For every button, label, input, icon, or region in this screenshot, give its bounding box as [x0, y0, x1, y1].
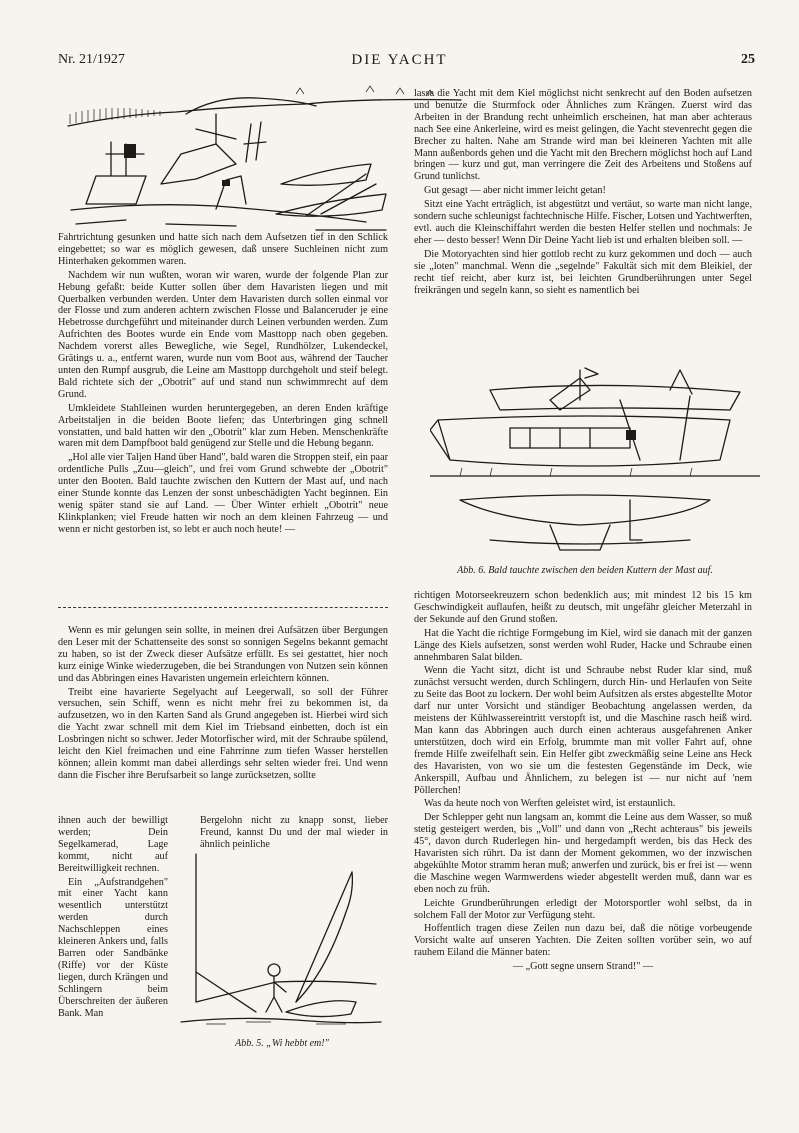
figure-5-caption: Abb. 5. „Wi hebbt em!" [235, 1038, 329, 1049]
issue-number: Nr. 21/1927 [58, 52, 125, 67]
closing-line: — „Gott segne unsern Strand!" — [512, 961, 654, 973]
paragraph: Fahrtrichtung gesunken und hatte sich nach dem Aufsetzen tief in den Schlick eingebettet; so war es möglich gewesen, daß unsere Suchleinen nicht zum Hinterhaken gekommen waren. [58, 232, 388, 267]
left-mid-text [200, 815, 388, 853]
paragraph: Wenn die Yacht sitzt, dicht ist und Schraube nebst Ruder klar sind, muß zunächst versucht werden, durch Schlingern, durch Hin- und Herlaufen von Seite zu Seite das Boot zu lockern. Der wohl beim Aufsitzen als erstes abgestellte Motor darf nur unter Vorsicht und ständiger Beobachtung angelassen werden, da meistens der Kühlwassereintritt verstopft ist, und die Maschine rasch heiß wird. Man kann das Abbringen auch durch einen achteraus ausgefahrenen Anker unterstützen, doch wird ein Erfolg, brummte man mit voller Fahrt auf, ohne fremde Hilfe zweifelhaft sein. Ein Helfer gibt zweckmäßig seine Leine ans Heck des Havaristen, von wo sie um die festesten Gegenstände im Deck, wie Ankerspill, Aufbau und Ähnlichem, zu belegen ist — nur nicht auf 'nem Pöllerchen! [414, 665, 752, 796]
left-narrow-text [58, 815, 168, 1021]
right-top-text [414, 88, 752, 298]
paragraph: Umkleidete Stahlleinen wurden heruntergegeben, an deren Enden kräftige Arbeitstaljen in die beiden Boote liefen; das Unterbringen ging schnell vonstatten, und bald hatten wir den „Obotrit" klar zum Heben. Menschenkräfte waren mit dem Dampfboot bald genügend zur Stelle und die Hebung begann. [58, 402, 388, 450]
paragraph: Nachdem wir nun wußten, woran wir waren, wurde der folgende Plan zur Hebung gefaßt: beide Kutter sollen über dem Havaristen liegen und mit Querbalken verbunden werden. Unter dem Havaristen durch sollen einmal vor der Flosse und zum anderen achtern zwischen Flosse und Balanceruder je eine Hebetrosse durchgeführt und miteinander durch Leinen verbunden werden. Zum Aufrichten des Bootes wurde ein Ende vom Masttopp nach oben gegeben. Nachdem vorerst alles Bewegliche, wie Segel, Rundhölzer, Lukendeckel, Grätings u. a., entfernt waren, wurde nun vom Boot aus, während der Taucher unten den Rumpf ausgrub, die Leine am Masttopp durchgeholt und steif belegt. Bald richtete sich der „Obotrit" auf und stand nun schwimmrecht auf dem Grund. [58, 269, 388, 400]
section-divider [58, 607, 388, 608]
figure-6-sketch [430, 360, 760, 558]
paragraph: „Hol alle vier Taljen Hand über Hand", bald waren die Stroppen steif, ein paar ordentliche Pulls „Zuu—gleich", und frei vom Grund schwebte der „Obotrit" unter den Booten. Bald tauchte zwischen den Kuttern der Mast auf, und nach einer Stunde konnte das Lenzen der sonst unbeschädigten Yacht beginnen. Ein wenig später stand sie auf Land. — Über Winter erhielt „Obotrit" neue Klinkplanken; viel Freude hatten wir noch an dem kleinen Fahrzeug — und wenn er nicht gestorben ist, so lebt er auch noch heute! — [58, 452, 388, 535]
harbour-sketch [66, 84, 464, 234]
figure-5-sketch [176, 852, 388, 1030]
paragraph: ihnen auch der bewilligt werden; Dein Segelkamerad, Lage kommt, nicht auf Bereitwilligkeit rechnen. [58, 815, 168, 874]
paragraph: richtigen Motorseekreuzern schon bedenklich aus; mit mindest 12 bis 15 km Geschwindigkeit auflaufen, heißt zu deutsch, mit ungefähr gleicher Meterzahl in der Sekunde auf den Grund stoßen. [414, 590, 752, 625]
paragraph: Leichte Grundberührungen erledigt der Motorsportler wohl selbst, da in solchem Fall der Motor zur Verfügung steht. [414, 897, 752, 921]
right-bottom-text [414, 590, 752, 975]
paragraph: Wenn es mir gelungen sein sollte, in meinen drei Aufsätzen über Bergungen den Leser mit der Schattenseite des sonst so sonnigen Segelns bekannt gemacht zu haben, so ist der Zweck dieser Aufsätze erfüllt. Es sei gestattet, hier noch kurz einige Winke wiederzugeben, die bei Strandungen von Nutzen sein können und das Abbringen eines Havaristen ungemein erleichtern können. [58, 625, 388, 684]
paragraph: Was da heute noch von Werften geleistet wird, ist erstaunlich. [424, 798, 676, 810]
magazine-title: DIE YACHT [351, 52, 448, 68]
paragraph: Ein „Aufstrandgehen" mit einer Yacht kann wesentlich unterstützt werden durch Nachschleppen eines kleineren Ankers und, falls Barren oder Sandbänke (Riffe) vor der Küste liegen, durch Krängen und Schlingern beim Überschreiten der äußeren Bank. Man [58, 876, 168, 1019]
paragraph: Hoffentlich tragen diese Zeilen nun dazu bei, daß die nötige vorbeugende Vorsicht walte auf unseren Yachten. Die Zeiten sollten vorüber sein, wo auf rauhem Eiland die Männer baten: [414, 923, 752, 959]
paragraph: Gut gesagt — aber nicht immer leicht getan! [424, 185, 606, 197]
paragraph: Der Schlepper geht nun langsam an, kommt die Leine aus dem Wasser, so muß stetig gesteigert werden, bis „Voll" und dann von „Recht achteraus" bis jeweils 45°, davon durch Ruderlegen hin- und hergedampft werden, bis das Heck des Havaristen sich rührt. Da ist dann der Moment gekommen, wo der inzwischen abgekühlte Motor stramm heran muß; anwerfen und zurück, bis er frei ist — wenn die Maschine wegen Warmwerdens wieder abgestellt werden muß, dann war es eben noch zu früh. [414, 812, 752, 895]
figure-6-caption: Abb. 6. Bald tauchte zwischen den beiden Kuttern der Mast auf. [457, 565, 713, 576]
left-top-text [58, 232, 388, 538]
page-number: 25 [741, 52, 755, 67]
paragraph: Hat die Yacht die richtige Formgebung im Kiel, wird sie danach mit der ganzen Länge des Kiels aufsetzen, sonst werden wohl Ruder, Hacke und Schraube einen annehmbaren Salat bilden. [414, 627, 752, 663]
paragraph: Treibt eine havarierte Segelyacht auf Leegerwall, so soll der Führer versuchen, sein Schiff, wenn es nicht mehr frei zu bekommen ist, da aufzusetzen, wo in den Karten Sand als Grund angegeben ist. Hierbei wird sich die Yacht zwar schnell mit dem Kiel im Triebsand einbetten, doch ist ein Losbringen nicht so schwer. Jeder Motorfischer wird, mit der Schraube spülend, leicht den Kiel freimachen und eine Fahrrinne zum tiefen Wasser herstellen können; allein kommt man dabei allerdings sehr selten wieder frei. Und wenn dann die Fischer ihre Berufsarbeit so lange zurücksetzen, sollte [58, 686, 388, 781]
paragraph: Die Motoryachten sind hier gottlob recht zu kurz gekommen und doch — auch sie „loten" manchmal. Wenn die „segelnde" Fakultät sich mit dem Bleikiel, der recht tief reicht, aber kurz ist, bei leichten Grundberührungen unter Segel freikrängen und segeln kann, so sieht es namentlich bei [414, 248, 752, 296]
paragraph: lasse die Yacht mit dem Kiel möglichst nicht senkrecht auf den Boden aufsetzen und benutze die Sturmfock oder Ähnliches zum Krängen. Zuerst wird das Arbeiten in der Brandung recht unheimlich erscheinen, hat man aber achteraus nach See eine Ankerleine, wird es meist gelingen, die Yacht stevenrecht gegen die Brecher zu halten. Nahe am Strande wird man bei kleineren Yachten mit alle Mann außenbords gehen und die Yacht mit den Brechern möglichst hoch auf Land bringen — kurz und gut, man verringere die Zeit des Arbeitens und Stoßens auf Grund tunlichst. [414, 88, 752, 183]
left-bottom-text [58, 625, 388, 784]
paragraph: Sitzt eine Yacht erträglich, ist abgestützt und vertäut, so warte man nicht lange, sondern suche schleunigst fachtechnische Hilfe. Fischer, Lotsen und Yachtwerften, evtl. auch die Kleinschiffahrt werden die besten Helfer stellen und nochmals: Je eher — desto besser! Wenn Dir Deine Yacht lieb ist und erhalten bleiben soll. — [414, 199, 752, 246]
paragraph: Bergelohn nicht zu knapp sonst, lieber Freund, kannst Du und der mal wieder in ähnlich peinliche [200, 815, 388, 850]
